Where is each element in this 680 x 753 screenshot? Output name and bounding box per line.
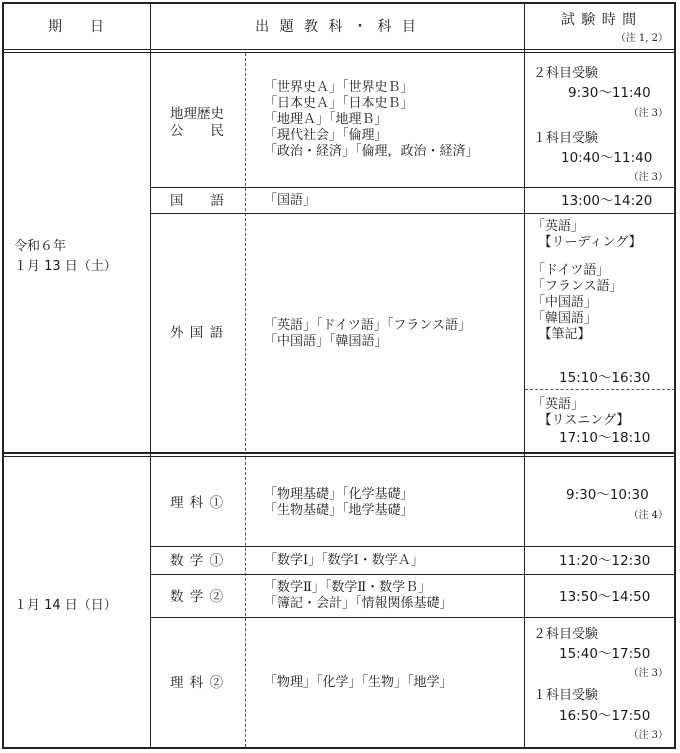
geo-history-subject-list [264, 80, 479, 160]
subject-line: 「政治・経済」「倫理，政治・経済」 [264, 144, 479, 159]
science1-note: （注 4） [628, 510, 668, 521]
subject-line: 【リーディング】 [532, 235, 642, 250]
subject-line: 「英語」 [532, 219, 585, 234]
day1-date-line1: 令和６年 [14, 239, 67, 254]
category-foreign-language: 外 国 語 [170, 325, 225, 341]
science2-note-a: （注 3） [628, 668, 668, 679]
header-divider-double [2, 52, 676, 53]
category-subject-divider-day2 [245, 457, 246, 747]
science2-subjects: 「物理」「化学」「生物」「地学」 [264, 675, 453, 690]
science2-one-subject-time: 16:50～17:50 [559, 708, 651, 724]
foreign-written-time: 15:10～16:30 [559, 370, 651, 386]
science1-subjects-line2: 「生物基礎」「地学基礎」 [264, 503, 414, 518]
math2-time: 13:50～14:50 [559, 589, 651, 605]
table-top-border [2, 2, 676, 4]
subject-line: 「フランス語」 [532, 279, 623, 294]
subject-line: 【筆記】 [532, 327, 591, 342]
foreign-subjects-line1: 「英語」「ドイツ語」「フランス語」 [264, 318, 471, 333]
subject-line: 「ドイツ語」 [532, 263, 610, 278]
geo-one-subject-time: 10:40～11:40 [561, 150, 653, 166]
science2-note-b: （注 3） [628, 730, 668, 741]
header-time: 試 験 時 間 [560, 12, 638, 28]
table-left-border [2, 2, 4, 749]
japanese-time: 13:00～14:20 [561, 193, 653, 209]
science2-two-subject-time: 15:40～17:50 [559, 646, 651, 662]
row-divider-foreign-top [150, 213, 676, 214]
category-subject-divider-day1 [245, 53, 246, 451]
row-divider-math2-top [150, 574, 676, 575]
science1-time: 9:30～10:30 [566, 487, 649, 503]
category-science2: 理 科 ② [170, 675, 225, 691]
foreign-written-subject-list [532, 219, 642, 343]
header-subject: 出 題 教 科 ・ 科 目 [255, 19, 419, 35]
day-divider-double [2, 456, 676, 457]
science1-subjects-line1: 「物理基礎」「化学基礎」 [264, 487, 414, 502]
category-math2: 数 学 ② [170, 589, 225, 605]
subject-line: 「世界史Ａ」「世界史Ｂ」 [264, 80, 414, 95]
category-geo-history: 地理歴史 [170, 106, 224, 122]
subject-line [532, 255, 642, 263]
row-divider-japanese-top [150, 187, 676, 188]
foreign-time-divider [525, 389, 675, 390]
table-bottom-border [2, 747, 676, 749]
japanese-subjects: 「国語」 [264, 193, 317, 208]
category-science1: 理 科 ① [170, 495, 225, 511]
exam-schedule-table [2, 2, 676, 749]
listening-subject: 「英語」 [532, 397, 585, 412]
math2-subjects-line1: 「数学Ⅱ」「数学Ⅱ・数学Ｂ」 [264, 580, 432, 595]
subject-line: 「中国語」 [532, 295, 598, 310]
math1-subjects: 「数学Ⅰ」「数学Ⅰ・数学Ａ」 [264, 553, 424, 568]
listening-label: 【リスニング】 [532, 413, 630, 428]
geo-note-a: （注 3） [628, 108, 668, 119]
day-divider [2, 452, 676, 454]
header-time-note: （注 1, 2） [615, 33, 668, 44]
geo-two-subject-label: ２科目受験 [533, 66, 599, 81]
category-japanese: 国 語 [170, 193, 224, 209]
day2-date: １月 14 日（日） [14, 598, 117, 613]
subject-line: 「地理Ａ」「地理Ｂ」 [264, 112, 388, 127]
subject-line: 「現代社会」「倫理」 [264, 128, 388, 143]
category-civics: 公 民 [170, 123, 224, 139]
header-date: 期 日 [48, 19, 104, 35]
category-math1: 数 学 ① [170, 553, 225, 569]
listening-time: 17:10～18:10 [559, 430, 651, 446]
science2-one-subject-label: １科目受験 [533, 688, 599, 703]
geo-one-subject-label: １科目受験 [533, 131, 599, 146]
geo-two-subject-time: 9:30～11:40 [568, 85, 651, 101]
geo-note-b: （注 3） [628, 172, 668, 183]
math2-subjects-line2: 「簿記・会計」「情報関係基礎」 [264, 596, 453, 611]
subject-line: 「日本史Ａ」「日本史Ｂ」 [264, 96, 414, 111]
subject-line: 「韓国語」 [532, 311, 598, 326]
date-column-divider [150, 2, 151, 749]
header-divider [2, 49, 676, 50]
row-divider-math1-top [150, 546, 676, 547]
day1-date-line2: １月 13 日（土） [14, 259, 117, 274]
row-divider-science2-top [150, 617, 676, 618]
table-right-border [674, 2, 676, 749]
science2-two-subject-label: ２科目受験 [533, 627, 599, 642]
math1-time: 11:20～12:30 [559, 553, 651, 569]
foreign-subjects-line2: 「中国語」「韓国語」 [264, 334, 388, 349]
